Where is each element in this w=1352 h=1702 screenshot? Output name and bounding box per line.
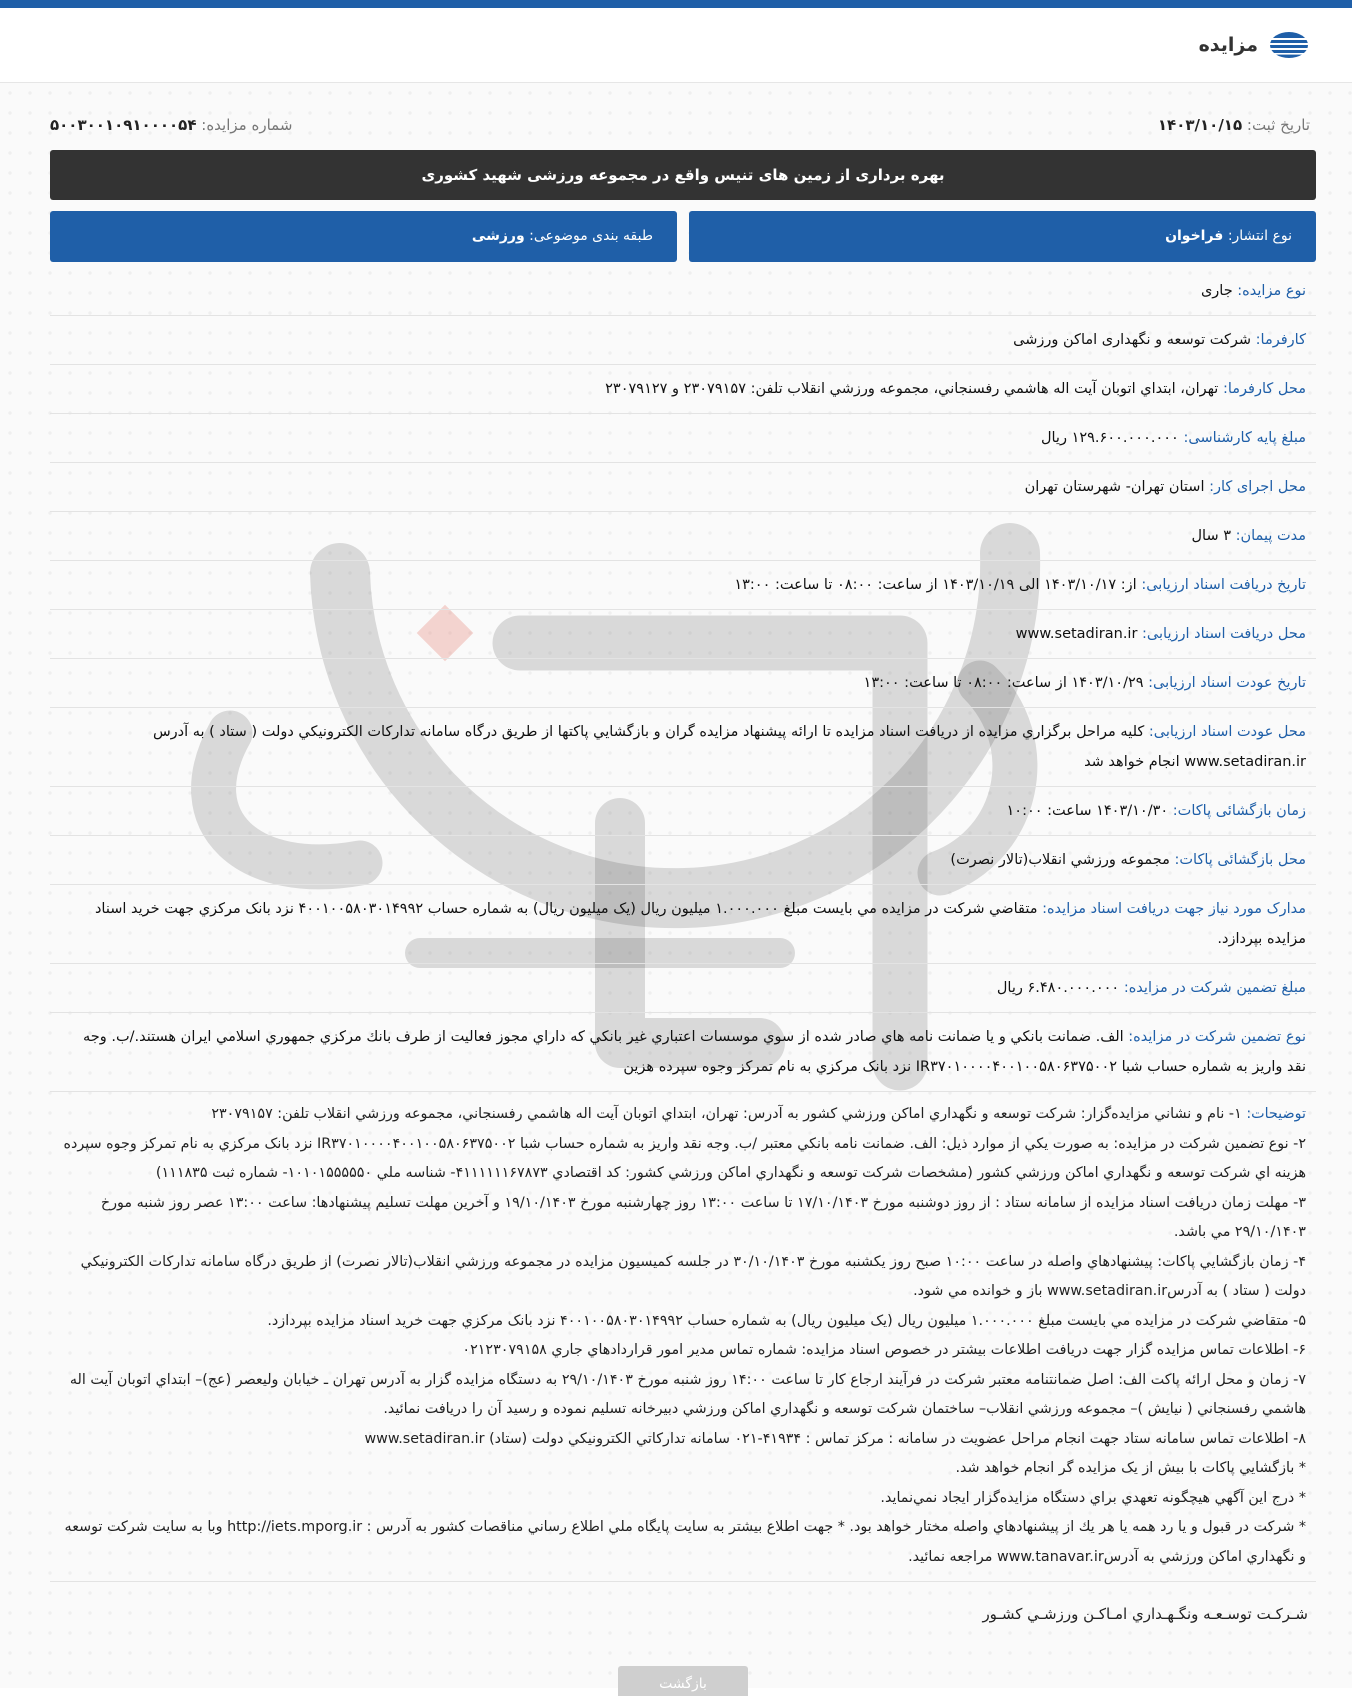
field-work-location xyxy=(50,463,1316,512)
field-guarantee-type xyxy=(50,1013,1316,1092)
field-notes xyxy=(50,1092,1316,1582)
field-label: نوع مزایده: xyxy=(1237,283,1306,299)
field-value: ۱۴۰۳/۱۰/۳۰ ساعت: ۱۰:۰۰ xyxy=(1006,803,1169,819)
details-list xyxy=(50,267,1316,1582)
field-label: مدارک مورد نیاز جهت دریافت اسناد مزایده: xyxy=(1042,901,1306,917)
field-required-docs xyxy=(50,885,1316,964)
main-content xyxy=(0,83,1352,1692)
auction-number-label: شماره مزایده: xyxy=(201,116,293,134)
field-label: محل اجرای کار: xyxy=(1209,479,1306,495)
top-accent-bar xyxy=(0,0,1352,8)
field-value: جاری xyxy=(1200,283,1233,299)
field-employer-location xyxy=(50,365,1316,414)
auction-number-value: ۵۰۰۳۰۰۱۰۹۱۰۰۰۰۵۴ xyxy=(50,116,197,134)
field-label: مبلغ تضمین شرکت در مزایده: xyxy=(1123,980,1306,996)
publish-type-box xyxy=(689,211,1316,262)
notes-line: ۴- زمان بازگشايي پاکات: پيشنهادهاي واصله در ساعت ۱۰:۰۰ صبح روز يكشنبه مورخ ۳۰/۱۰/۱۴۰۳ در جلسه كميسيون مزايده در مجموعه ورزشي انقلاب(تالار نصرت) از طريق درگاه سامانه تداركات الكترونيكي دولت ( ستاد ) به آدرسwww.setadiran.ir باز و خوانده مي شود. xyxy=(80,1253,1306,1299)
registration-date-label: تاریخ ثبت: xyxy=(1246,116,1310,134)
field-docs-receive-place xyxy=(50,610,1316,659)
meta-row xyxy=(50,116,1310,140)
notes-label: توضیحات: xyxy=(1246,1106,1306,1122)
field-value: کليه مراحل برگزاري مزايده از دريافت اسناد مزايده تا ارائه پيشنهاد مزايده گران و بازگشايي پاکتها از طريق درگاه سامانه تداركات الكترونيكي دولت ( ستاد ) به آدرس www.setadiran.ir انجام خواهد شد xyxy=(152,724,1306,770)
field-value: متقاضي شرکت در مزايده مي بايست مبلغ ۱.۰۰۰.۰۰۰ ميليون ريال (يک ميليون ريال) به شماره حساب ۴۰۰۱۰۰۵۸۰۳۰۱۴۹۹۲ نزد بانک مرکزي جهت خريد اسناد مزايده بپردازد. xyxy=(94,901,1306,947)
notes-line: ۳- مهلت زمان دريافت اسناد مزايده از سامانه ستاد : از روز دوشنبه مورخ ۱۷/۱۰/۱۴۰۳ تا ساعت ۱۳:۰۰ روز چهارشنبه مورخ ۱۹/۱۰/۱۴۰۳ و آخرين مهلت تسليم پيشنهادها: ساعت ۱۳:۰۰ عصر روز شنبه مورخ ۲۹/۱۰/۱۴۰۳ مي باشد. xyxy=(100,1194,1306,1240)
category-box xyxy=(50,211,677,262)
notes-line: ۸- اطلاعات تماس سامانه ستاد جهت انجام مراحل عضويت در سامانه : مرکز تماس : ۴۱۹۳۴-۰۲۱ سامانه تداركاتي الكترونيكي دولت (ستاد) www.setadiran.ir xyxy=(364,1430,1306,1447)
field-value: تهران، ابتداي اتوبان آيت اله هاشمي رفسنجاني، مجموعه ورزشي انقلاب تلفن: ۲۳۰۷۹۱۵۷ و ۲۳۰۷۹۱۲۷ xyxy=(605,381,1219,397)
field-label: کارفرما: xyxy=(1255,332,1306,348)
notes-line: ۶- اطلاعات تماس مزايده گزار جهت دريافت اطلاعات بيشتر در خصوص اسناد مزايده: شماره تماس مدير امور قراردادهاي جاري ۰۲۱۲۳۰۷۹۱۵۸ xyxy=(462,1342,1306,1358)
registration-date xyxy=(1158,116,1310,134)
registration-date-value: ۱۴۰۳/۱۰/۱۵ xyxy=(1157,116,1243,134)
auction-number xyxy=(50,116,292,134)
field-label: مبلغ پایه کارشناسی: xyxy=(1183,430,1306,446)
field-base-price xyxy=(50,414,1316,463)
category-label: طبقه بندی موضوعی: xyxy=(529,228,653,244)
field-label: نوع تضمین شرکت در مزایده: xyxy=(1128,1029,1306,1045)
field-value: ۱۴۰۳/۱۰/۲۹ از ساعت: ۰۸:۰۰ تا ساعت: ۱۳:۰۰ xyxy=(863,675,1144,691)
category-value: ورزشی xyxy=(471,228,525,244)
field-value: الف. ضمانت بانكي و يا ضمانت نامه هاي صادر شده از سوي موسسات اعتباري غير بانكي كه داراي مجوز فعاليت از طرف بانك مركزي جمهوري اسلامي ايران هستند./ب. وجه نقد واريز به شماره حساب شبا IR۳۷۰۱۰۰۰۰۴۰۰۱۰۰۵۸۰۶۳۷۵۰۰۲ نزد بانک مرکزي به نام تمرکز وجوه سپرده هزين xyxy=(83,1029,1306,1075)
field-value: ۶.۴۸۰.۰۰۰.۰۰۰ ریال xyxy=(996,980,1120,996)
notes-line: ۵- متقاضي شرکت در مزايده مي بايست مبلغ ۱.۰۰۰.۰۰۰ ميليون ريال (يک ميليون ريال) به شماره حساب ۴۰۰۱۰۰۵۸۰۳۰۱۴۹۹۲ نزد بانک مرکزي جهت خريد اسناد مزايده بپردازد. xyxy=(267,1312,1306,1329)
notes-line xyxy=(60,1100,1306,1130)
globe-logo-icon xyxy=(1268,30,1310,60)
signature: شـرکـت توسـعـه ونگـهـداري امـاکـن ورزشـي کشـور xyxy=(982,1605,1308,1623)
field-contract-duration xyxy=(50,512,1316,561)
publish-type-label: نوع انتشار: xyxy=(1227,228,1292,244)
notes-text: ۱- نام و نشاني مزايده‌گزار: شرکت توسعه و نگهداري اماکن ورزشي کشور به آدرس: تهران، ابتداي اتوبان آيت اله هاشمي رفسنجاني، مجموعه ورزشي انقلاب تلفن: ۲۳۰۷۹۱۵۷ xyxy=(211,1106,1242,1122)
field-label: محل بازگشائی پاکات: xyxy=(1174,852,1306,868)
field-docs-return-place xyxy=(50,708,1316,787)
field-docs-receive-date xyxy=(50,561,1316,610)
field-label: محل دریافت اسناد ارزیابی: xyxy=(1142,626,1306,642)
field-value[interactable]: www.setadiran.ir xyxy=(1015,626,1138,642)
field-value: شرکت توسعه و نگهداری اماکن ورزشی xyxy=(1013,332,1252,348)
notes-line: * درج اين آگهي هيچگونه تعهدي براي دستگاه مزايده‌گزار ايجاد نمي‌نمايد. xyxy=(880,1489,1306,1506)
publish-type-value: فراخوان xyxy=(1165,228,1224,244)
notes-line: * شرکت در قبول و يا رد همه يا هر يك از پيشنهادهاي واصله مختار خواهد بود. * جهت اطلاع بيشتر به سايت پايگاه ملي اطلاع رساني مناقصات كشور به آدرس : http://iets.mporg.ir وبا به سايت شرکت توسعه و نگهداري اماكن ورزشي به آدرسwww.tanavar.ir مراجعه نمائيد. xyxy=(64,1519,1306,1565)
field-value: ۱۲۹.۶۰۰.۰۰۰.۰۰۰ ریال xyxy=(1040,430,1179,446)
field-value: استان تهران- شهرستان تهران xyxy=(1024,479,1205,495)
field-auction-type xyxy=(50,267,1316,316)
site-header xyxy=(0,8,1352,83)
field-value: ۳ سال xyxy=(1191,528,1231,544)
field-docs-return-date xyxy=(50,659,1316,708)
field-guarantee-amount xyxy=(50,964,1316,1013)
field-label: تاریخ دریافت اسناد ارزیابی: xyxy=(1141,577,1306,593)
field-label: زمان بازگشائی پاکات: xyxy=(1172,803,1306,819)
logo-text: مزایده xyxy=(1198,34,1258,56)
field-value: از: ۱۴۰۳/۱۰/۱۷ الی ۱۴۰۳/۱۰/۱۹ از ساعت: ۰۸:۰۰ تا ساعت: ۱۳:۰۰ xyxy=(734,577,1137,593)
field-opening-place xyxy=(50,836,1316,885)
notes-line: ۷- زمان و محل ارائه پاکت الف: اصل ضمانتنامه معتبر شرکت در فرآيند ارجاع کار تا ساعت ۱۴:۰۰ روز شنبه مورخ ۲۹/۱۰/۱۴۰۳ به دستگاه مزايده گزار به آدرس تهران ـ خيابان وليعصر (عج)– ابتداي اتوبان آيت اله هاشمي رفسنجاني ( نيايش )– مجموعه ورزشي انقلاب– ساختمان شرکت توسعه و نگهداري اماکن ورزشي دبيرخانه تسليم نموده و رسيد آن را دريافت نمائيد. xyxy=(69,1371,1306,1417)
notes-line: * بازگشايي پاکات با بيش از يک مزايده گر انجام خواهد شد. xyxy=(955,1460,1306,1476)
field-value: مجموعه ورزشي انقلاب(تالار نصرت) xyxy=(950,852,1170,868)
field-label: محل عودت اسناد ارزیابی: xyxy=(1148,724,1306,740)
field-opening-time xyxy=(50,787,1316,836)
field-label: تاریخ عودت اسناد ارزیابی: xyxy=(1148,675,1306,691)
field-employer xyxy=(50,316,1316,365)
back-button[interactable]: بازگشت xyxy=(618,1666,748,1696)
field-label: مدت پیمان: xyxy=(1235,528,1306,544)
site-logo[interactable] xyxy=(1199,30,1310,60)
notes-line: ۲- نوع تضمين شرکت در مزايده: به صورت يکي از موارد ذيل: الف. ضمانت نامه بانکي معتبر /ب. وجه نقد واريز به شماره حساب شبا IR۳۷۰۱۰۰۰۰۴۰۰۱۰۰۵۸۰۶۳۷۵۰۰۲ نزد بانک مرکزي به نام تمرکز وجوه سپرده هزينه اي شرکت توسعه و نگهداري اماکن ورزشي کشور (مشخصات شرکت توسعه و نگهداري اماکن ورزشي کشور: کد اقتصادي ۴۱۱۱۱۱۱۶۷۸۷۳- شناسه ملي ۱۰۱۰۱۵۵۵۵۵۰- شماره ثبت ۱۱۱۸۳۵) xyxy=(63,1135,1306,1181)
auction-title: بهره برداری از زمین های تنیس واقع در مجموعه ورزشی شهید کشوری xyxy=(50,150,1316,200)
field-label: محل کارفرما: xyxy=(1222,381,1306,397)
